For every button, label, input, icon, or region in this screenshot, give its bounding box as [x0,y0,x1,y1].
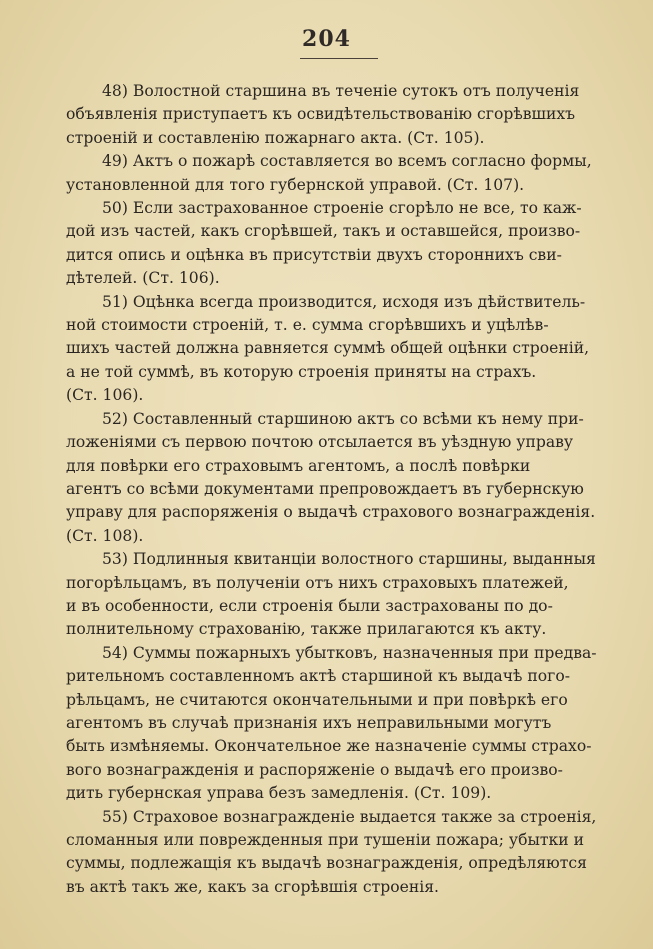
text-line: 49) Актъ о пожарѣ составляется во всемъ согласно формы, [102,152,592,171]
text-line: шихъ частей должна равняется суммѣ общей оцѣнки строеній, [66,339,590,358]
paragraph-52 [66,408,636,548]
text-line: и въ особенности, если строенія были застрахованы по до- [66,596,553,615]
text-line: вого вознагражденія и распоряженіе о выдачѣ его произво- [66,760,563,779]
page-text [66,80,636,899]
text-line: строеній и составленію пожарнаго акта. (Ст. 105). [66,128,485,147]
text-line: быть измѣняемы. Окончательное же назначеніе суммы страхо- [66,737,592,756]
text-line: 53) Подлинныя квитанціи волостного старшины, выданныя [102,550,596,569]
text-line: установленной для того губернской управой. (Ст. 107). [66,175,525,194]
paragraph-53 [66,548,636,642]
text-line: (Ст. 106). [66,386,144,405]
text-line: 51) Оцѣнка всегда производится, исходя изъ дѣйствитель- [102,292,586,311]
page-number-rule [300,58,378,59]
text-line: 48) Волостной старшина въ теченіе сутокъ отъ полученія [102,82,580,100]
text-line: 54) Суммы пожарныхъ убытковъ, назначенныя при предва- [102,643,597,662]
text-line: (Ст. 108). [66,526,144,545]
text-line: а не той суммѣ, въ которую строенія приняты на страхъ. [66,362,537,381]
text-line: рительномъ составленномъ актѣ старшиной къ выдачѣ пого- [66,667,570,686]
text-line: дится опись и оцѣнка въ присутствіи двухъ стороннихъ сви- [66,245,562,264]
paragraph-49 [66,150,636,197]
text-line: полнительному страхованію, также прилагаются къ акту. [66,620,547,639]
text-line: ложеніями съ первою почтою отсылается въ уѣздную управу [66,433,574,452]
text-line: въ актѣ такъ же, какъ за сгорѣвшія строенія. [66,877,440,896]
text-line: сломанныя или поврежденныя при тушеніи пожара; убытки и [66,831,585,849]
text-line: дить губернская управа безъ замедленія. (Ст. 109). [66,784,492,803]
paragraph-50 [66,197,636,291]
text-line: дѣтелей. (Ст. 106). [66,269,220,288]
text-line: агентомъ въ случаѣ признанія ихъ неправильными могутъ [66,713,552,732]
text-line: объявленія приступаетъ къ освидѣтельствованію сгорѣвшихъ [66,105,576,124]
paragraph-55 [66,806,636,900]
text-line: для повѣрки его страховымъ агентомъ, а послѣ повѣрки [66,456,531,475]
page-number: 204 [302,26,351,52]
text-line: ной стоимости строеній, т. е. сумма сгорѣвшихъ и уцѣлѣв- [66,316,549,335]
paragraph-51 [66,291,636,408]
text-line: суммы, подлежащія къ выдачѣ вознагражденія, опредѣляются [66,854,587,873]
text-line: рѣльцамъ, не считаются окончательными и при повѣркѣ его [66,690,568,709]
text-line: 50) Если застрахованное строеніе сгорѣло не все, то каж- [102,199,582,218]
text-line: агентъ со всѣми документами препровождаетъ въ губернскую [66,479,584,498]
paragraph-54 [66,642,636,806]
text-line: 55) Страховое вознагражденіе выдается также за строенія, [102,807,597,826]
text-line: управу для распоряженія о выдачѣ страхового вознагражденія. [66,503,596,522]
text-line: дой изъ частей, какъ сгорѣвшей, такъ и оставшейся, произво- [66,222,581,241]
text-line: 52) Составленный старшиною актъ со всѣми къ нему при- [102,409,584,428]
paragraph-48 [66,80,636,150]
text-line: погорѣльцамъ, въ полученіи отъ нихъ страховыхъ платежей, [66,573,569,592]
